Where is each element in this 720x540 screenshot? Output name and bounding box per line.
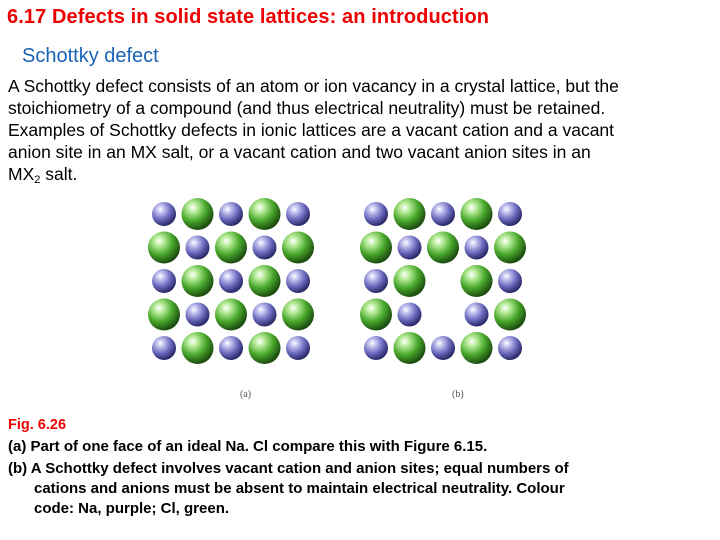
- cation-sphere: [398, 303, 422, 327]
- anion-sphere: [427, 232, 459, 264]
- cation-sphere: [253, 303, 277, 327]
- cation-sphere: [253, 236, 277, 260]
- cation-sphere: [364, 269, 388, 293]
- anion-sphere: [461, 332, 493, 364]
- anion-sphere: [249, 332, 281, 364]
- description-paragraph: [8, 75, 708, 185]
- cation-sphere: [398, 236, 422, 260]
- anion-sphere: [148, 232, 180, 264]
- anion-sphere: [215, 232, 247, 264]
- cation-sphere: [364, 202, 388, 226]
- paragraph-tail: salt.: [40, 164, 78, 184]
- cation-sphere: [498, 269, 522, 293]
- anion-sphere: [182, 265, 214, 297]
- cation-sphere: [186, 236, 210, 260]
- cation-sphere: [465, 303, 489, 327]
- panel-a-label: (a): [240, 389, 252, 400]
- cation-sphere: [152, 202, 176, 226]
- anion-sphere: [182, 198, 214, 230]
- anion-sphere: [249, 198, 281, 230]
- formula-text: MX: [8, 164, 35, 184]
- anion-sphere: [394, 198, 426, 230]
- cation-sphere: [431, 202, 455, 226]
- cation-sphere: [219, 269, 243, 293]
- figure-label: Fig. 6.26: [8, 417, 67, 433]
- anion-sphere: [461, 265, 493, 297]
- cation-sphere: [431, 336, 455, 360]
- formula-subscript: 2: [34, 174, 41, 186]
- anion-sphere: [148, 299, 180, 331]
- cation-sphere: [286, 336, 310, 360]
- cation-sphere: [286, 269, 310, 293]
- cation-sphere: [465, 236, 489, 260]
- anion-sphere: [494, 232, 526, 264]
- caption-b-line: (b) A Schottky defect involves vacant cation and anion sites; equal numbers of: [8, 460, 569, 477]
- cation-sphere: [186, 303, 210, 327]
- anion-sphere: [360, 299, 392, 331]
- caption-a: [8, 437, 708, 457]
- page-title: 6.17 Defects in solid state lattices: an introduction: [7, 6, 490, 28]
- paragraph-line-last: [8, 163, 708, 185]
- anion-sphere: [215, 299, 247, 331]
- anion-sphere: [494, 299, 526, 331]
- caption-b-line: cations and anions must be absent to maintain electrical neutrality. Colour: [34, 480, 565, 497]
- anion-sphere: [282, 232, 314, 264]
- cation-sphere: [219, 336, 243, 360]
- cation-sphere: [498, 336, 522, 360]
- paragraph-line: anion site in an MX salt, or a vacant cation and two vacant anion sites in an: [8, 142, 591, 162]
- cation-sphere: [152, 336, 176, 360]
- panel-b-label: (b): [452, 389, 464, 400]
- cation-sphere: [219, 202, 243, 226]
- anion-sphere: [282, 299, 314, 331]
- caption-a-line: (a) Part of one face of an ideal Na. Cl compare this with Figure 6.15.: [8, 438, 488, 455]
- anion-sphere: [461, 198, 493, 230]
- paragraph-line: stoichiometry of a compound (and thus electrical neutrality) must be retained.: [8, 98, 606, 118]
- cation-sphere: [364, 336, 388, 360]
- anion-sphere: [394, 332, 426, 364]
- lattice-figure: [148, 186, 566, 406]
- anion-sphere: [182, 332, 214, 364]
- anion-sphere: [360, 232, 392, 264]
- cation-sphere: [152, 269, 176, 293]
- paragraph-line: A Schottky defect consists of an atom or ion vacancy in a crystal lattice, but the: [8, 76, 619, 96]
- caption-b-line: code: Na, purple; Cl, green.: [34, 500, 230, 517]
- anion-sphere: [249, 265, 281, 297]
- section-subtitle: Schottky defect: [22, 45, 159, 67]
- cation-sphere: [498, 202, 522, 226]
- caption-b: [8, 459, 708, 519]
- paragraph-line: Examples of Schottky defects in ionic lattices are a vacant cation and a vacant: [8, 120, 615, 140]
- lattice-diagrams: [148, 186, 566, 376]
- anion-sphere: [394, 265, 426, 297]
- cation-sphere: [286, 202, 310, 226]
